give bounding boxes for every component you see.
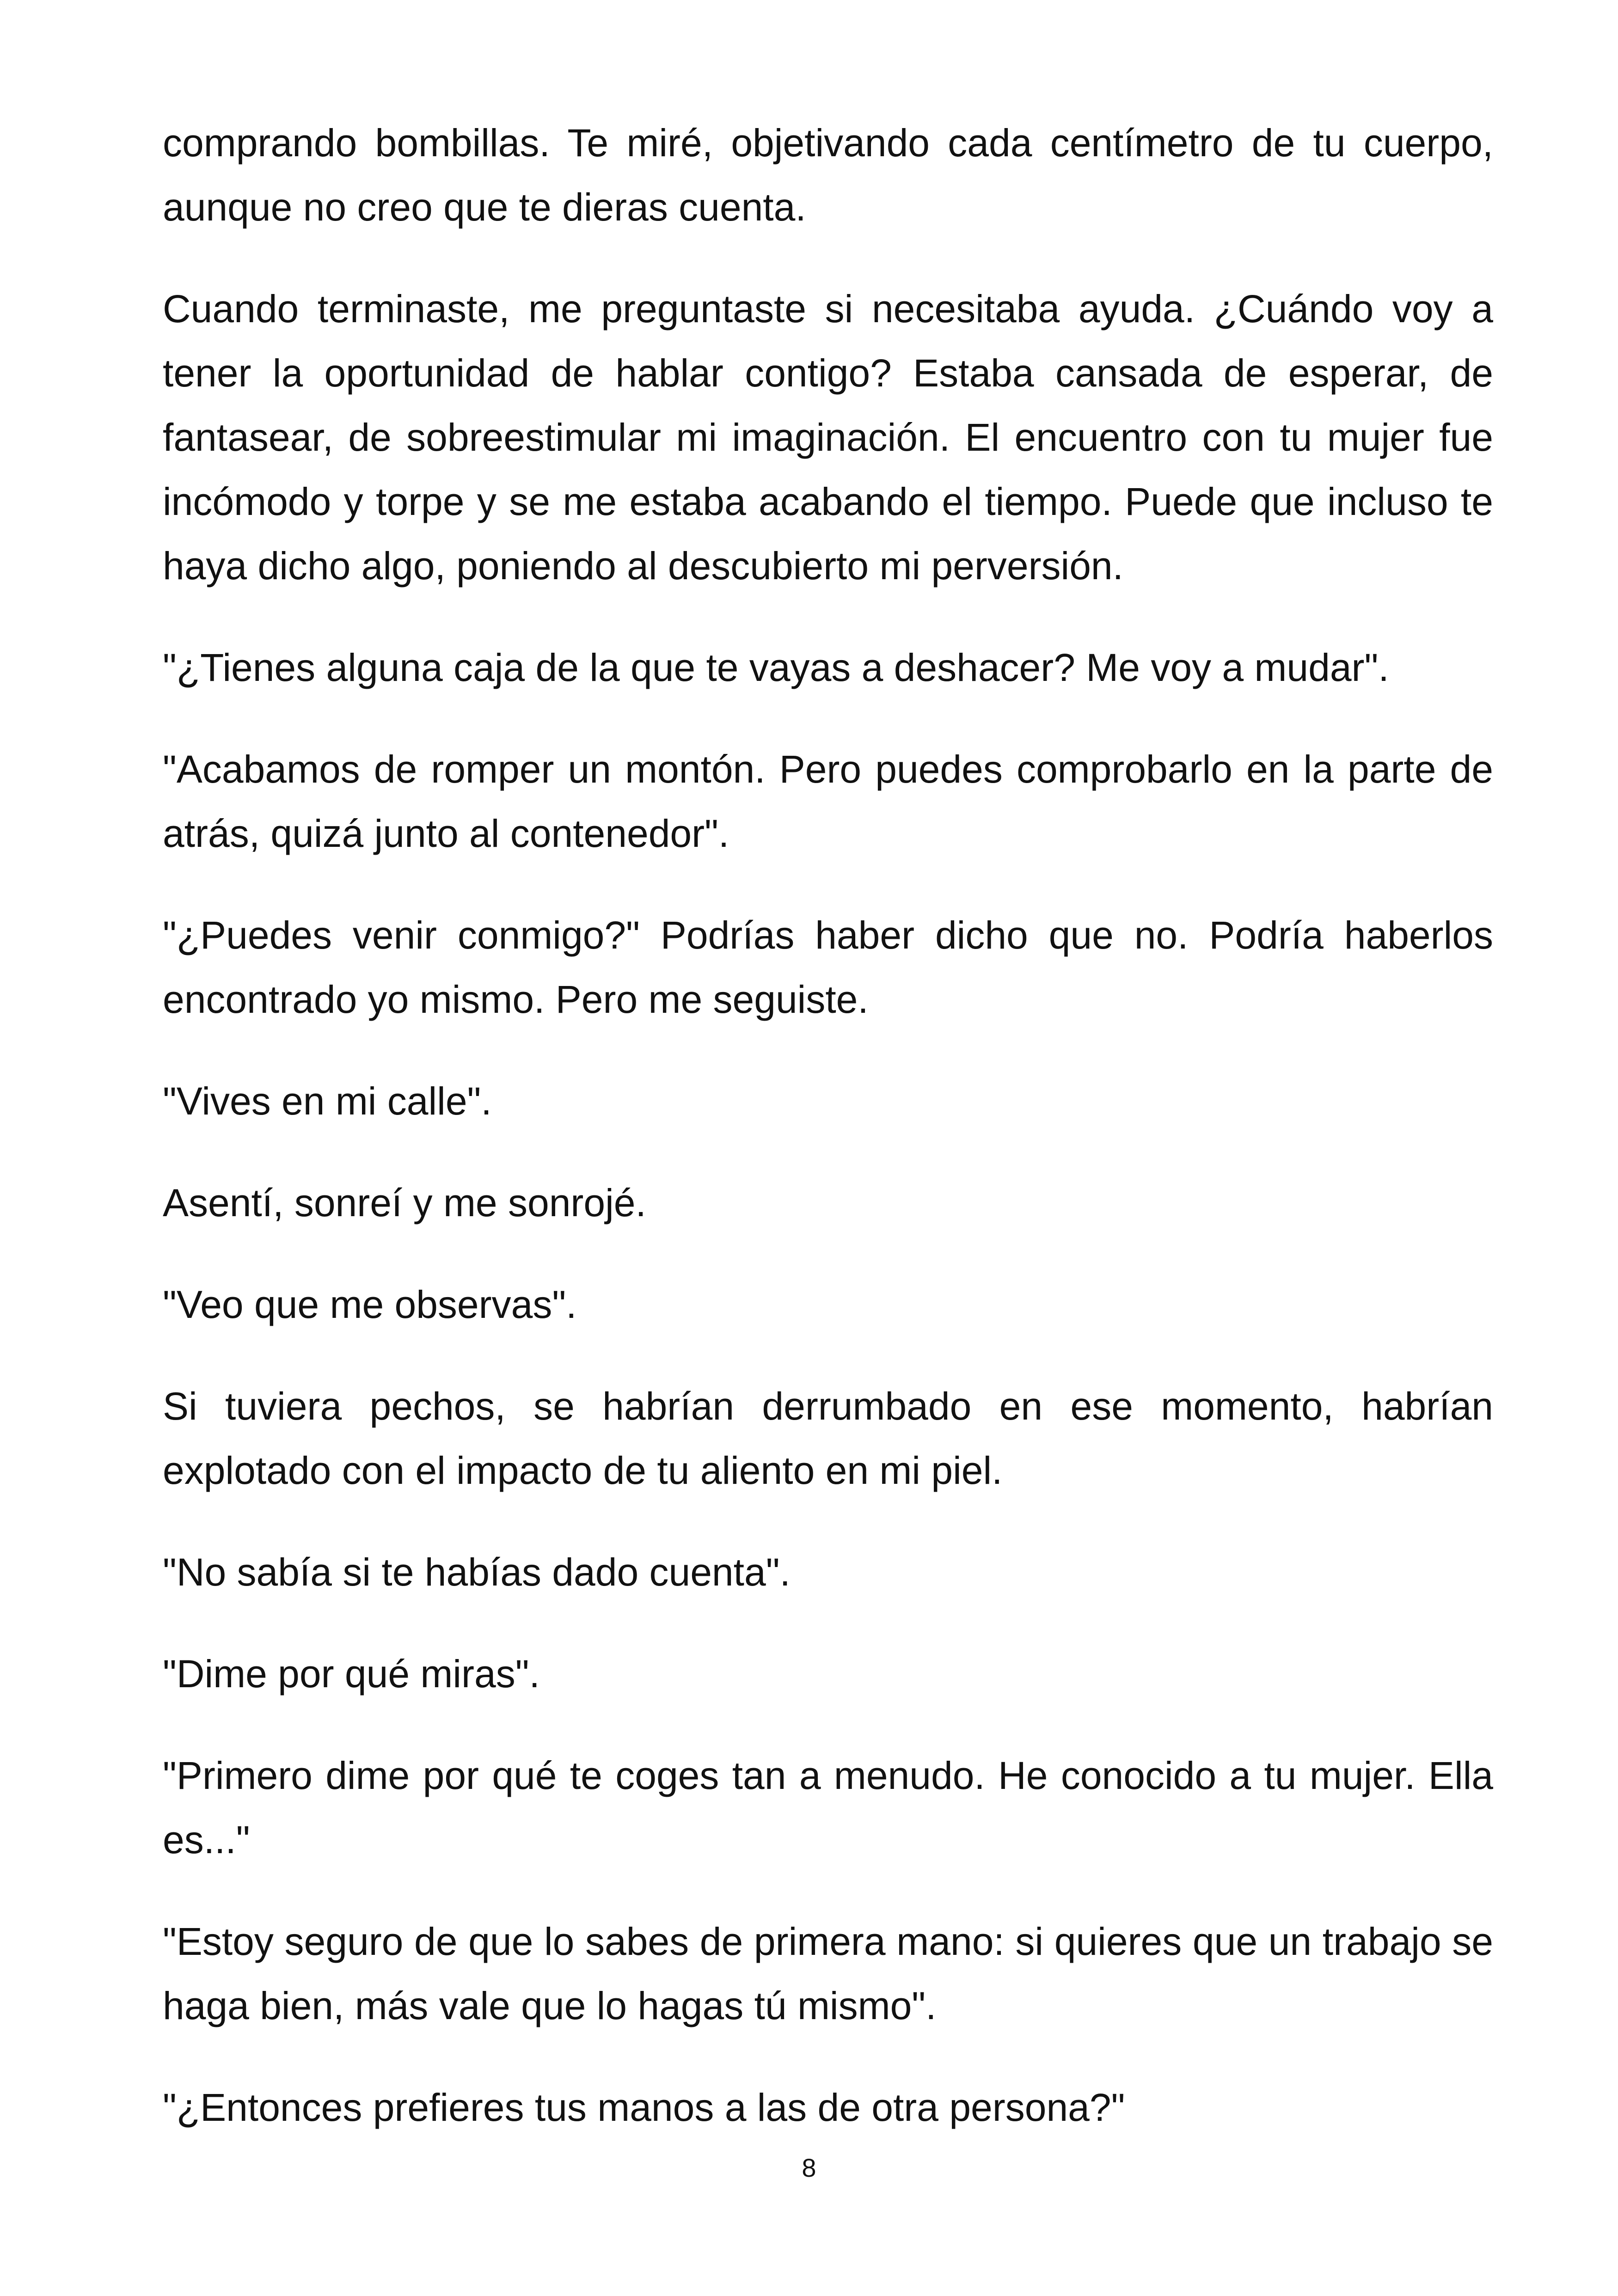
paragraph: Asentí, sonreí y me sonrojé. xyxy=(163,1181,646,1225)
paragraph: comprando bombillas. Te miré, objetivando cada centímetro de tu cuerpo, aunque no creo que te dieras cuenta. xyxy=(163,121,1493,229)
paragraph: Cuando terminaste, me preguntaste si necesitaba ayuda. ¿Cuándo voy a tener la oportunidad de hablar contigo? Estaba cansada de esperar, de fantasear, de sobreestimular mi imaginación. El encuentro con tu mujer fue incómodo y torpe y se me estaba acabando el tiempo. Puede que incluso te haya dicho algo, poniendo al descubierto mi perversión. xyxy=(163,287,1493,588)
paragraph: "Acabamos de romper un montón. Pero puedes comprobarlo en la parte de atrás, quizá junto al contenedor". xyxy=(163,747,1493,855)
paragraph: "¿Entonces prefieres tus manos a las de otra persona?" xyxy=(163,2086,1125,2129)
paragraph: "Vives en mi calle". xyxy=(163,1079,492,1123)
paragraph: "Primero dime por qué te coges tan a menudo. He conocido a tu mujer. Ella es..." xyxy=(163,1754,1493,1861)
paragraph: "¿Puedes venir conmigo?" Podrías haber dicho que no. Podría haberlos encontrado yo mismo. Pero me seguiste. xyxy=(163,913,1493,1021)
body-text xyxy=(163,111,1493,2177)
page-number: 8 xyxy=(802,2153,816,2182)
paragraph: "¿Tienes alguna caja de la que te vayas a deshacer? Me voy a mudar". xyxy=(163,646,1389,689)
paragraph: "Veo que me observas". xyxy=(163,1283,577,1326)
paragraph: Si tuviera pechos, se habrían derrumbado en ese momento, habrían explotado con el impacto de tu aliento en mi piel. xyxy=(163,1384,1493,1492)
paragraph: "No sabía si te habías dado cuenta". xyxy=(163,1550,791,1594)
paragraph: "Dime por qué miras". xyxy=(163,1652,540,1696)
paragraph: "Estoy seguro de que lo sabes de primera mano: si quieres que un trabajo se haga bien, más vale que lo hagas tú mismo". xyxy=(163,1920,1493,2027)
